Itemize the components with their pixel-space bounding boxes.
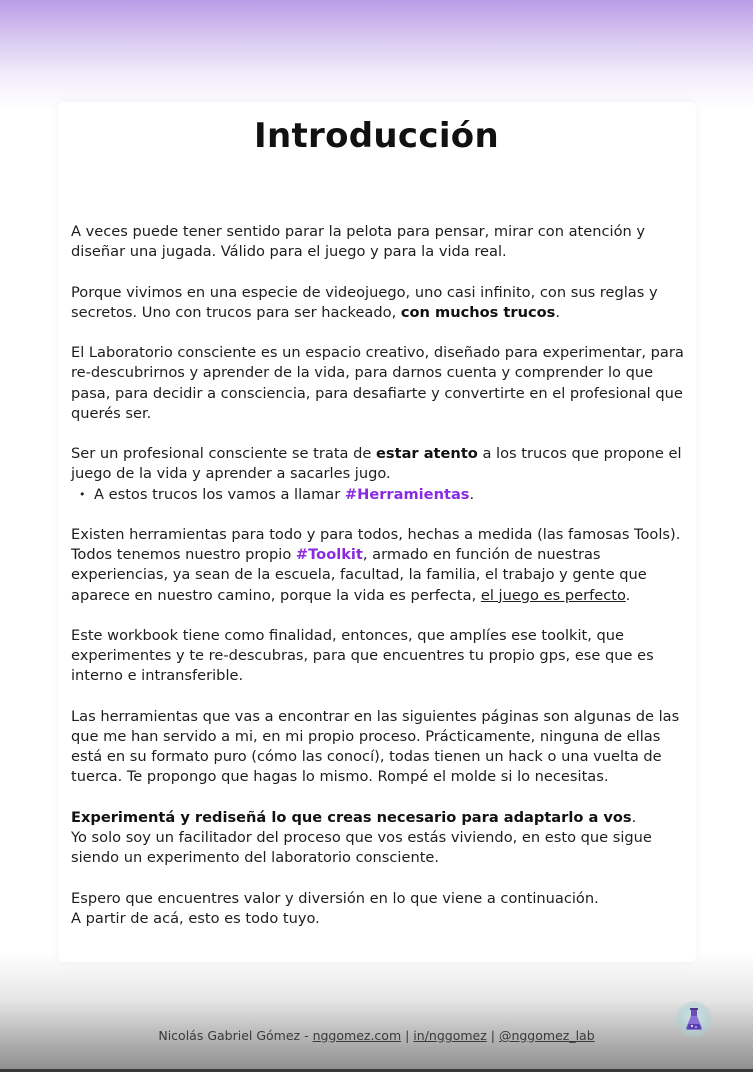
- paragraph-todo-tuyo: A partir de acá, esto es todo tuyo.: [71, 909, 320, 927]
- text-span: .: [555, 303, 561, 321]
- paragraph-facilitador: Yo solo soy un facilitador del proceso que vos estás viviendo, en esto que sigue siendo un experimento del laboratorio consciente.: [71, 828, 652, 867]
- paragraph-herramientas: [71, 525, 685, 606]
- paragraph-valor: Espero que encuentres valor y diversión en lo que viene a continuación.: [71, 889, 599, 907]
- bullet-list: [71, 485, 685, 505]
- footer-handle-link[interactable]: @nggomez_lab: [498, 1028, 595, 1043]
- hashtag-toolkit[interactable]: #Toolkit: [295, 546, 363, 564]
- footer-separator: |: [401, 1028, 414, 1043]
- text-span: Porque vivimos en una especie de videojuego, uno casi infinito, con sus reglas y secretos. Uno con trucos para ser hackeado,: [71, 283, 658, 321]
- text-span: Ser un profesional consciente se trata de: [71, 445, 377, 463]
- paragraph-intro: A veces puede tener sentido parar la pelota para pensar, mirar con atención y diseñar una jugada. Válido para el juego y para la vida real.: [71, 223, 646, 261]
- paragraph-experimenta: [71, 808, 685, 828]
- document-body: [71, 222, 685, 949]
- text-span: a los trucos que propone el juego de la vida y aprender a sacarles jugo.: [71, 445, 682, 483]
- top-gradient-band: [0, 0, 753, 110]
- footer-linkedin-link[interactable]: in/nggomez: [413, 1028, 487, 1043]
- hashtag-herramientas[interactable]: #Herramientas: [344, 485, 470, 503]
- paragraph-videojuego: [71, 283, 685, 323]
- footer-author: Nicolás Gabriel Gómez -: [158, 1028, 313, 1043]
- paragraph-workbook: Este workbook tiene como finalidad, entonces, que amplíes ese toolkit, que experimentes y te re-descubras, para que encuentres tu propio gps, ese que es interno e intransferible.: [71, 626, 654, 685]
- footer: [0, 1028, 753, 1043]
- bottom-gradient-band: [0, 952, 753, 1072]
- lab-logo: [676, 1001, 712, 1037]
- underlined-text: el juego es perfecto: [480, 586, 626, 604]
- text-span: , armado en función de nuestras experiencias, ya sean de la escuela, facultad, la familia, el trabajo y gente que aparece en nuestro camino, porque la vida es perfecta,: [71, 546, 647, 604]
- flask-icon: [676, 1001, 712, 1037]
- footer-website-link[interactable]: nggomez.com: [312, 1028, 402, 1043]
- text-span: A estos trucos los vamos a llamar: [94, 485, 345, 503]
- text-span: Existen herramientas para todo y para todos, hechas a medida (las famosas Tools). Todos tenemos nuestro propio: [71, 525, 681, 564]
- bold-text: estar atento: [376, 445, 478, 463]
- page-title: Introducción: [254, 116, 499, 156]
- text-span: .: [469, 485, 475, 503]
- text-span: .: [625, 586, 631, 604]
- paragraph-laboratorio: El Laboratorio consciente es un espacio creativo, diseñado para experimentar, para re-descubrirnos y aprender de la vida, para darnos cuenta y comprender lo que pasa, para decidir a consciencia, para desafiarte y convertirte en el profesional que querés ser.: [71, 344, 684, 422]
- paragraph-profesional: [71, 444, 685, 484]
- paragraph-siguientes-paginas: Las herramientas que vas a encontrar en las siguientes páginas son algunas de las que me han servido a mi, en mi propio proceso. Prácticamente, ninguna de ellas está en su formato puro (cómo las conocí), todas tienen un hack o una vuelta de tuerca. Te propongo que hagas lo mismo. Rompé el molde si lo necesitas.: [71, 707, 680, 786]
- footer-separator: |: [486, 1028, 499, 1043]
- bold-text: Experimentá y rediseñá lo que creas necesario para adaptarlo a vos: [71, 808, 632, 826]
- text-span: .: [631, 808, 637, 826]
- bold-text: con muchos trucos: [400, 303, 556, 321]
- list-item: [71, 485, 685, 505]
